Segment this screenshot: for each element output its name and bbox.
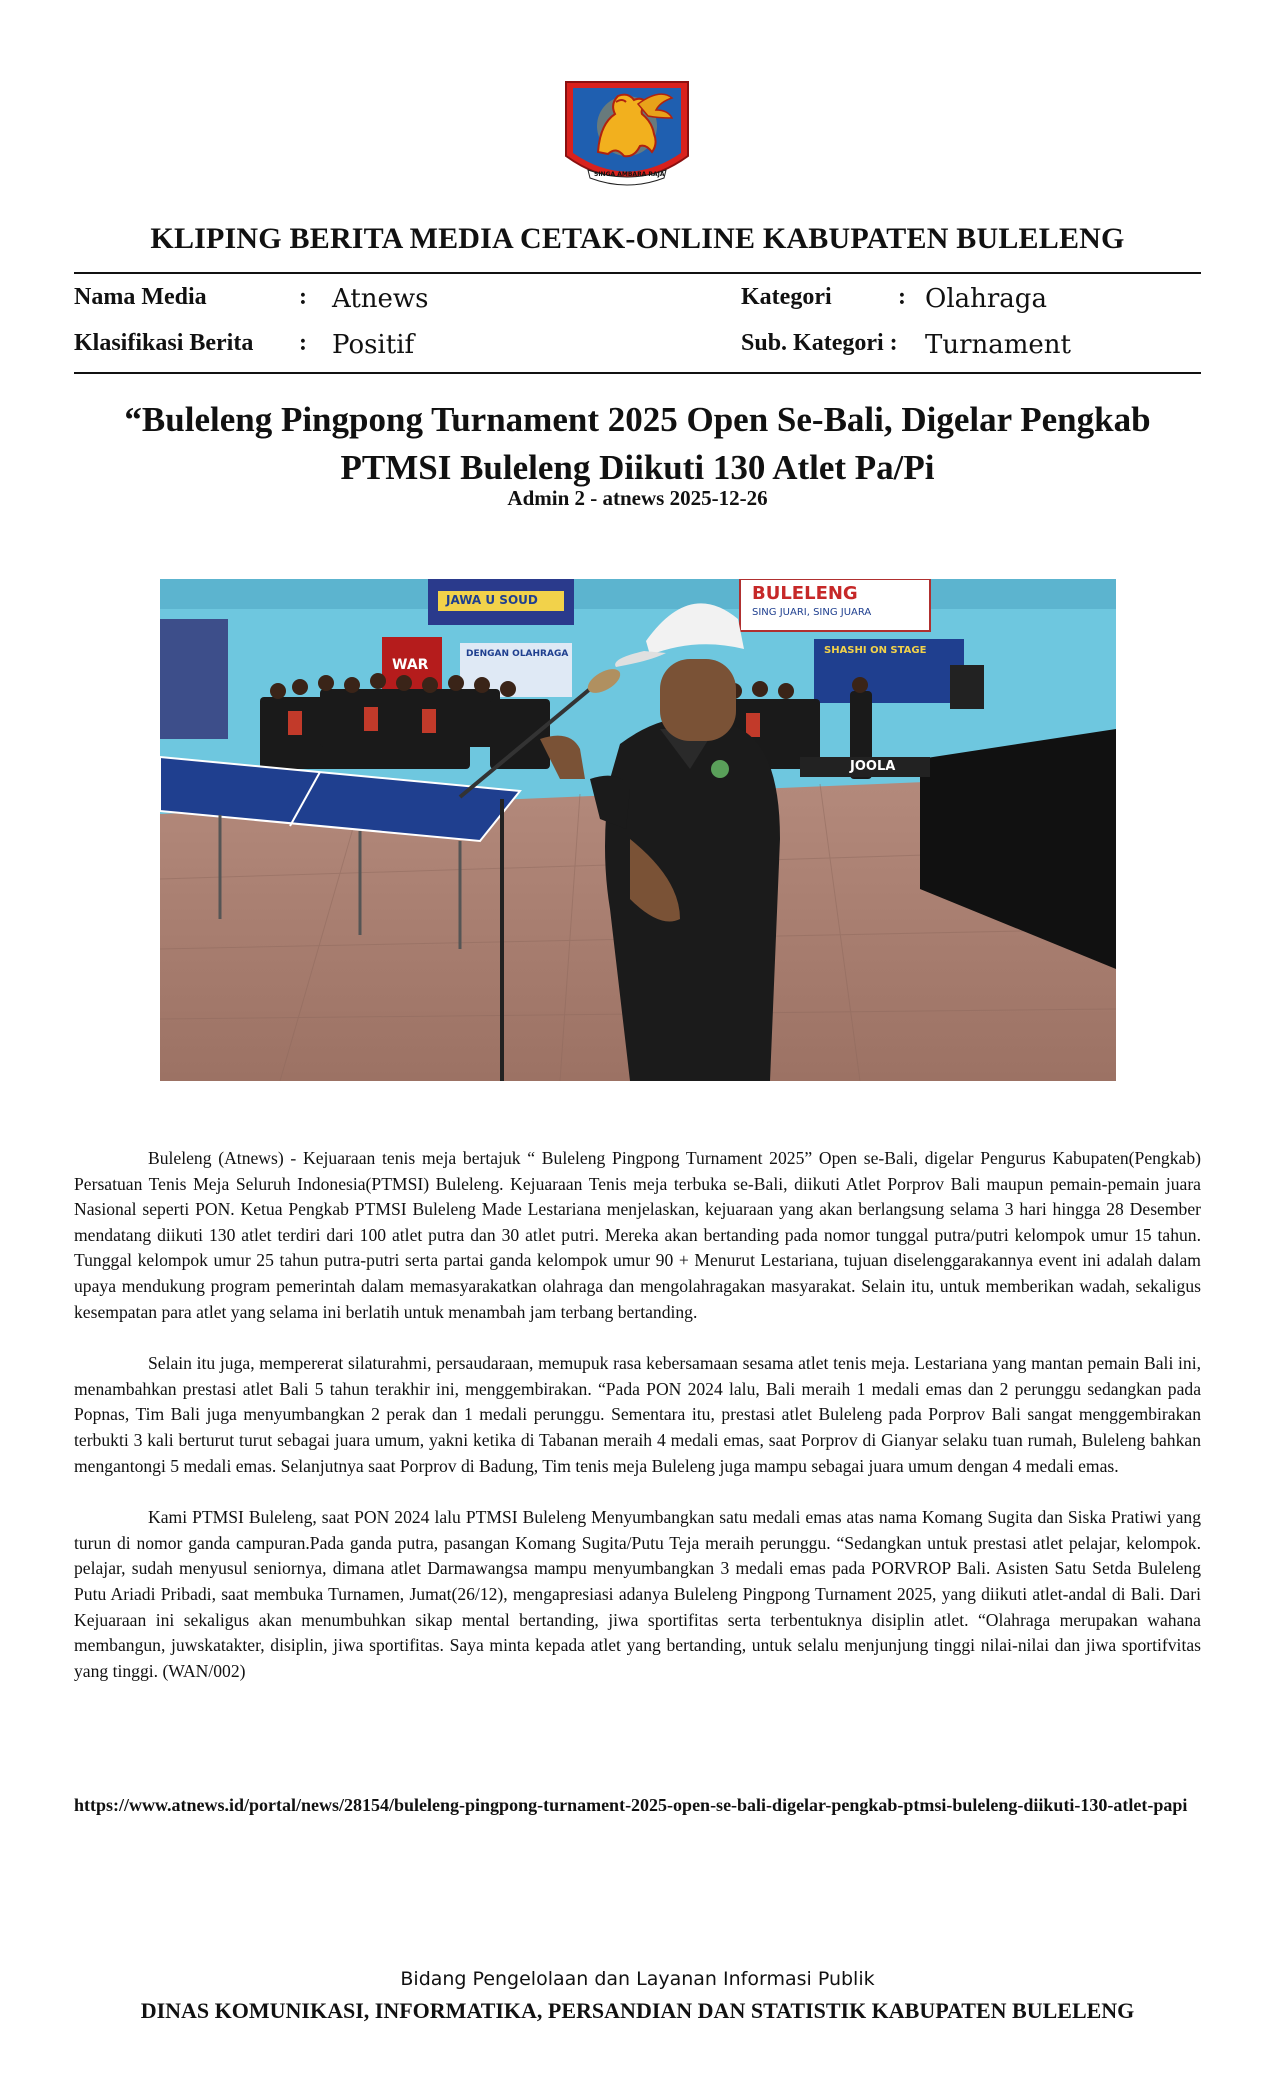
banner-war: WAR xyxy=(392,657,429,673)
media-colon: : xyxy=(299,284,307,310)
category-label: Kategori xyxy=(741,284,832,310)
article-body xyxy=(74,1146,1201,1710)
banner-left: JAWA U SOUD xyxy=(446,593,538,607)
media-value: Atnews xyxy=(332,284,429,314)
meta-left xyxy=(74,284,674,380)
classification-value: Positif xyxy=(332,330,415,360)
source-url-link[interactable]: https://www.atnews.id/portal/news/28154/buleleng-pingpong-turnament-2025-open-se-bali-digelar-pengkab-ptmsi-buleleng-diikuti-130-atlet-papi xyxy=(74,1795,1188,1815)
classification-label: Klasifikasi Berita xyxy=(74,330,254,356)
article-photo xyxy=(160,579,1116,1081)
banner-buleleng: BULELENG xyxy=(752,583,858,604)
sponsor-joola: JOOLA xyxy=(850,759,896,774)
crest-motto: SINGA AMBARA RAJA xyxy=(594,171,665,178)
banner-buleleng-sub: SING JUARI, SING JUARA xyxy=(752,607,872,618)
meta-right xyxy=(741,284,1201,380)
header-rule-bottom xyxy=(74,372,1201,374)
article-paragraph-1: Buleleng (Atnews) - Kejuaraan tenis meja bertajuk “ Buleleng Pingpong Turnament 2025” Open se-Bali, digelar Pengurus Kabupaten(Pengkab) Persatuan Tenis Meja Seluruh Indonesia(PTMSI) Buleleng. Kejuaraan Tenis meja terbuka se-Bali, diikuti Atlet Porprov Bali maupun pemain-pemain juara Nasional seperti PON. Ketua Pengkab PTMSI Buleleng Made Lestariana menjelaskan, kejuaraan yang akan berlangsung selama 3 hari hingga 28 Desember mendatang diikuti 130 atlet terdiri dari 100 atlet putra dan 30 atlet putri. Mereka akan bertanding pada nomor tunggal putra/putri kelompok umur 15 tahun. Tunggal kelompok umur 25 tahun putra-putri serta partai ganda kelompok umur 90 + Menurut Lestariana, tujuan diselenggarakannya event ini adalah dalam upaya mendukung program pemerintah dalam memasyarakatkan olahraga dan mengolahragakan masyarakat. Selain itu, untuk memberikan wadah, sekaligus kesempatan para atlet yang selama ini berlatih untuk menambah jam terbang bertanding. xyxy=(74,1148,1201,1322)
regency-crest-logo xyxy=(560,74,694,200)
article-headline: “Buleleng Pingpong Turnament 2025 Open Se-Bali, Digelar Pengkab PTMSI Buleleng Diikuti 130 Atlet Pa/Pi xyxy=(124,400,1151,487)
article-paragraph-2: Selain itu juga, mempererat silaturahmi, persaudaraan, memupuk rasa kebersamaan sesama atlet tenis meja. Lestariana yang mantan pemain Bali ini, menambahkan prestasi atlet Bali 5 tahun terakhir ini, menggembirakan. “Pada PON 2024 lalu, Bali meraih 1 medali emas dan 2 perunggu sedangkan pada Popnas, Tim Bali juga menyumbangkan 2 perak dan 1 medali perunggu. Sementara itu, prestasi atlet Buleleng pada Porprov Bali sangat menggembirakan terbukti 3 kali berturut turut sebagai juara umum, yakni ketika di Tabanan meraih 4 medali emas, saat Porprov di Gianyar selaku tuan rumah, Buleleng bahkan mengantongi 5 medali emas. Selanjutnya saat Porprov di Badung, Tim tenis meja Buleleng juga mampu sebagai juara umum dengan 4 medali emas. xyxy=(74,1353,1201,1476)
subcategory-value: Turnament xyxy=(925,330,1071,360)
banner-shashi: SHASHI ON STAGE xyxy=(824,645,927,656)
document-title: KLIPING BERITA MEDIA CETAK-ONLINE KABUPATEN BULELENG xyxy=(150,222,1125,255)
article-byline: Admin 2 - atnews 2025-12-26 xyxy=(507,486,768,510)
footer-division: Bidang Pengelolaan dan Layanan Informasi Publik xyxy=(400,1968,875,1990)
classification-colon: : xyxy=(299,330,307,356)
article-paragraph-3: Kami PTMSI Buleleng, saat PON 2024 lalu PTMSI Buleleng Menyumbangkan satu medali emas atas nama Komang Sugita dan Siska Pratiwi yang turun di nomor ganda campuran.Pada ganda putra, pasangan Komang Sugita/Putu Teja meraih perunggu. “Sedangkan untuk prestasi atlet pelajar, kelompok. pelajar, sudah menyusul seniornya, dimana atlet Darmawangsa mampu menyumbangkan 3 medali emas pada PORVROP Bali. Asisten Satu Setda Buleleng Putu Ariadi Pribadi, saat membuka Turnamen, Jumat(26/12), mengapresiasi adanya Buleleng Pingpong Turnament 2025, yang diikuti atlet-andal di Bali. Dari Kejuaraan ini sekaligus akan menumbuhkan sikap mental bertanding, jiwa sportifitas serta terbentuknya disiplin atlet. “Olahraga merupakan wahana membangun, juwskatakter, disiplin, jiwa sportifitas. Saya minta kepada atlet yang bertanding, untuk selalu menjunjung tinggi nilai-nilai dan jiwa sportifvitas yang tinggi. (WAN/002) xyxy=(74,1507,1201,1681)
footer-agency: DINAS KOMUNIKASI, INFORMATIKA, PERSANDIAN DAN STATISTIK KABUPATEN BULELENG xyxy=(140,1998,1135,2023)
header-rule-top xyxy=(74,272,1201,274)
banner-olahraga: DENGAN OLAHRAGA xyxy=(466,649,569,659)
category-value: Olahraga xyxy=(925,284,1047,314)
subcategory-label: Sub. Kategori : xyxy=(741,330,898,356)
category-colon: : xyxy=(898,284,906,310)
media-label: Nama Media xyxy=(74,284,207,310)
